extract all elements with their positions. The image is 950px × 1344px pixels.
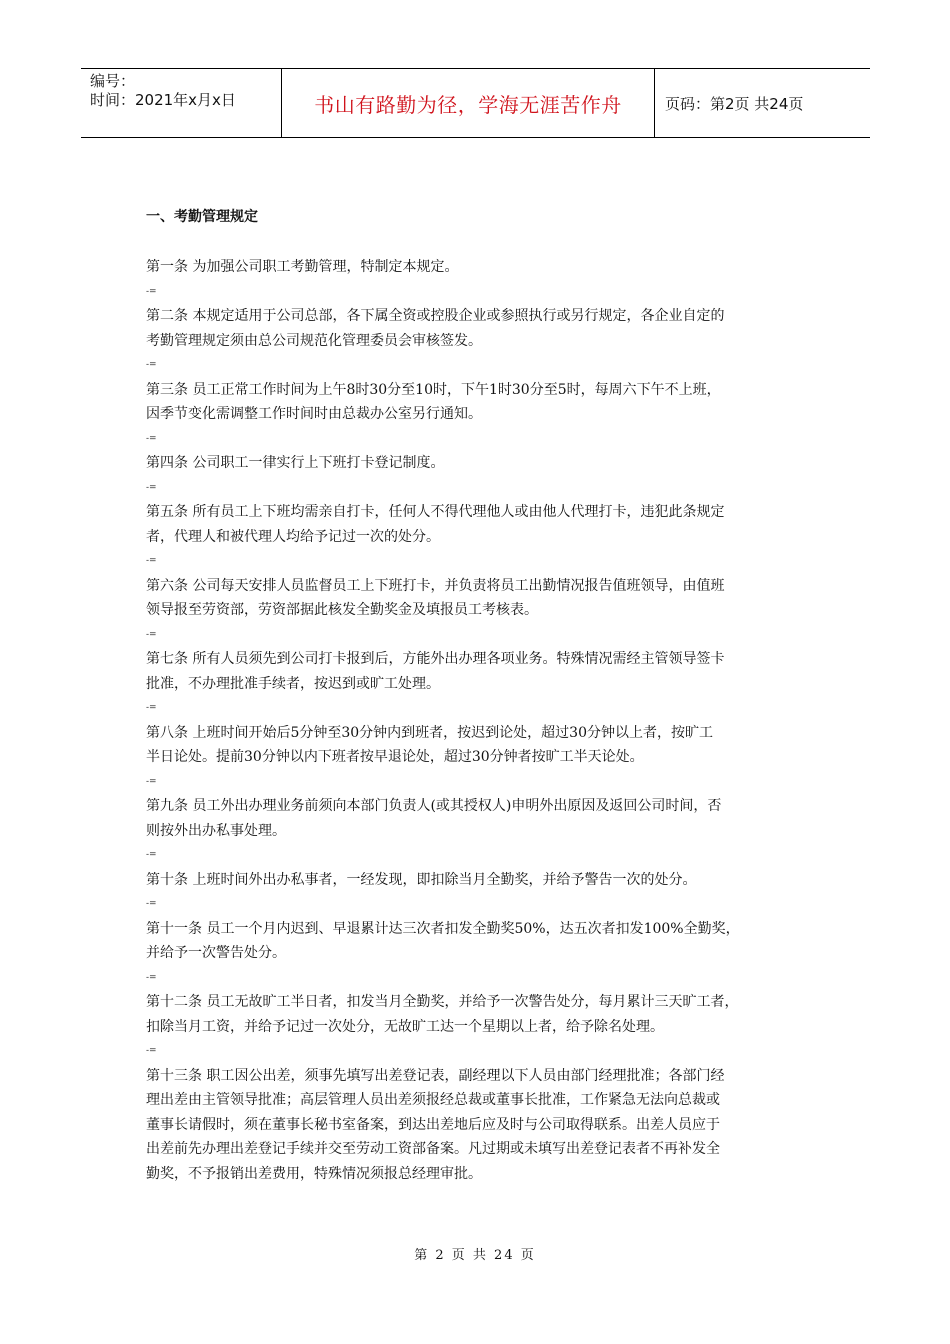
- article-paragraph: [146, 1064, 811, 1187]
- article-line: 第二条 本规定适用于公司总部，各下属全资或控股企业或参照执行或另行规定，各企业自定的: [146, 308, 725, 324]
- article-separator: -=: [146, 482, 157, 493]
- article-paragraph: [146, 990, 811, 1039]
- section-title: 一、考勤管理规定: [146, 209, 258, 225]
- article-separator: -=: [146, 629, 157, 640]
- article-paragraph: [146, 917, 811, 966]
- article-line: 批准，不办理批准手续者，按迟到或旷工处理。: [146, 675, 440, 692]
- article-paragraph: [146, 868, 811, 893]
- article-separator: -=: [146, 1046, 157, 1056]
- article-paragraph: [146, 574, 811, 623]
- header-meta-cell: [81, 69, 282, 137]
- article-line: 领导报至劳资部，劳资部据此核发全勤奖金及填报员工考核表。: [146, 602, 538, 618]
- header-page-info: 页码：第2页 共24页: [665, 94, 804, 113]
- article-paragraph: [146, 500, 811, 549]
- article-paragraph: [146, 255, 811, 280]
- article-line: 并给予一次警告处分。: [146, 945, 286, 961]
- article-line: 董事长请假时，须在董事长秘书室备案，到达出差地后应及时与公司取得联系。出差人员应于: [146, 1116, 720, 1133]
- article-line: 理出差由主管领导批准；高层管理人员出差须报经总裁或董事长批准，工作紧急无法向总裁或: [146, 1092, 720, 1108]
- article-separator: -=: [146, 360, 157, 370]
- article-line: 扣除当月工资，并给予记过一次处分，无故旷工达一个星期以上者，给予除名处理。: [146, 1018, 664, 1035]
- article-line: 则按外出办私事处理。: [146, 822, 286, 839]
- article-line: 考勤管理规定须由总公司规范化管理委员会审核签发。: [146, 332, 482, 349]
- article-line: 第十条 上班时间外出办私事者，一经发现，即扣除当月全勤奖，并给予警告一次的处分。: [146, 871, 697, 888]
- article-line: 第四条 公司职工一律实行上下班打卡登记制度。: [146, 455, 445, 471]
- article-separator: -=: [146, 703, 157, 713]
- article-separator: -=: [146, 433, 157, 444]
- article-separator: -=: [146, 972, 157, 983]
- article-line: 第五条 所有员工上下班均需亲自打卡，任何人不得代理他人或由他人代理打卡，违犯此条规定: [146, 504, 725, 520]
- page-footer: 第 2 页 共 24 页: [414, 1248, 536, 1263]
- article-paragraph: [146, 451, 811, 476]
- article-separator: -=: [146, 776, 157, 787]
- article-line: 第八条 上班时间开始后5分钟至30分钟内到班者，按迟到论处，超过30分钟以上者，按旷工: [146, 724, 713, 741]
- article-line: 出差前先办理出差登记手续并交至劳动工资部备案。凡过期或未填写出差登记表者不再补发全: [146, 1141, 720, 1157]
- article-line: 者，代理人和被代理人均给予记过一次的处分。: [146, 528, 440, 545]
- article-line: 半日论处。提前30分钟以内下班者按早退论处，超过30分钟者按旷工半天论处。: [146, 749, 644, 765]
- article-separator: -=: [146, 556, 157, 566]
- article-line: 第九条 员工外出办理业务前须向本部门负责人(或其授权人)申明外出原因及返回公司时间，否: [146, 798, 722, 814]
- article-line: 勤奖，不予报销出差费用，特殊情况须报总经理审批。: [146, 1165, 482, 1182]
- article-separator: -=: [146, 286, 157, 297]
- article-paragraph: [146, 378, 811, 427]
- document-number-label: 编号：: [90, 72, 136, 90]
- article-list: [146, 255, 811, 1186]
- article-line: 第十一条 员工一个月内迟到、早退累计达三次者扣发全勤奖50%，达五次者扣发100%全勤奖，: [146, 920, 740, 937]
- document-date: 时间：2021年x月x日: [90, 91, 236, 109]
- page-header: [81, 68, 870, 138]
- article-paragraph: [146, 647, 811, 696]
- article-paragraph: [146, 304, 811, 353]
- article-line: 第六条 公司每天安排人员监督员工上下班打卡，并负责将员工出勤情况报告值班领导，由值班: [146, 577, 725, 594]
- article-separator: -=: [146, 850, 157, 860]
- document-body: [146, 205, 811, 1186]
- article-paragraph: [146, 794, 811, 843]
- article-line: 第三条 员工正常工作时间为上午8时30分至10时，下午1时30分至5时，每周六下午不上班，: [146, 381, 721, 398]
- header-motto: 书山有路勤为径，学海无涯苦作舟: [282, 69, 655, 137]
- article-line: 第一条 为加强公司职工考勤管理，特制定本规定。: [146, 259, 459, 275]
- article-line: 第七条 所有人员须先到公司打卡报到后，方能外出办理各项业务。特殊情况需经主管领导签卡: [146, 651, 725, 667]
- article-line: 因季节变化需调整工作时间时由总裁办公室另行通知。: [146, 406, 482, 422]
- article-paragraph: [146, 721, 811, 770]
- article-line: 第十三条 职工因公出差，须事先填写出差登记表，副经理以下人员由部门经理批准；各部门经: [146, 1067, 725, 1084]
- article-separator: -=: [146, 899, 157, 909]
- article-line: 第十二条 员工无故旷工半日者，扣发当月全勤奖，并给予一次警告处分，每月累计三天旷工者，: [146, 994, 739, 1010]
